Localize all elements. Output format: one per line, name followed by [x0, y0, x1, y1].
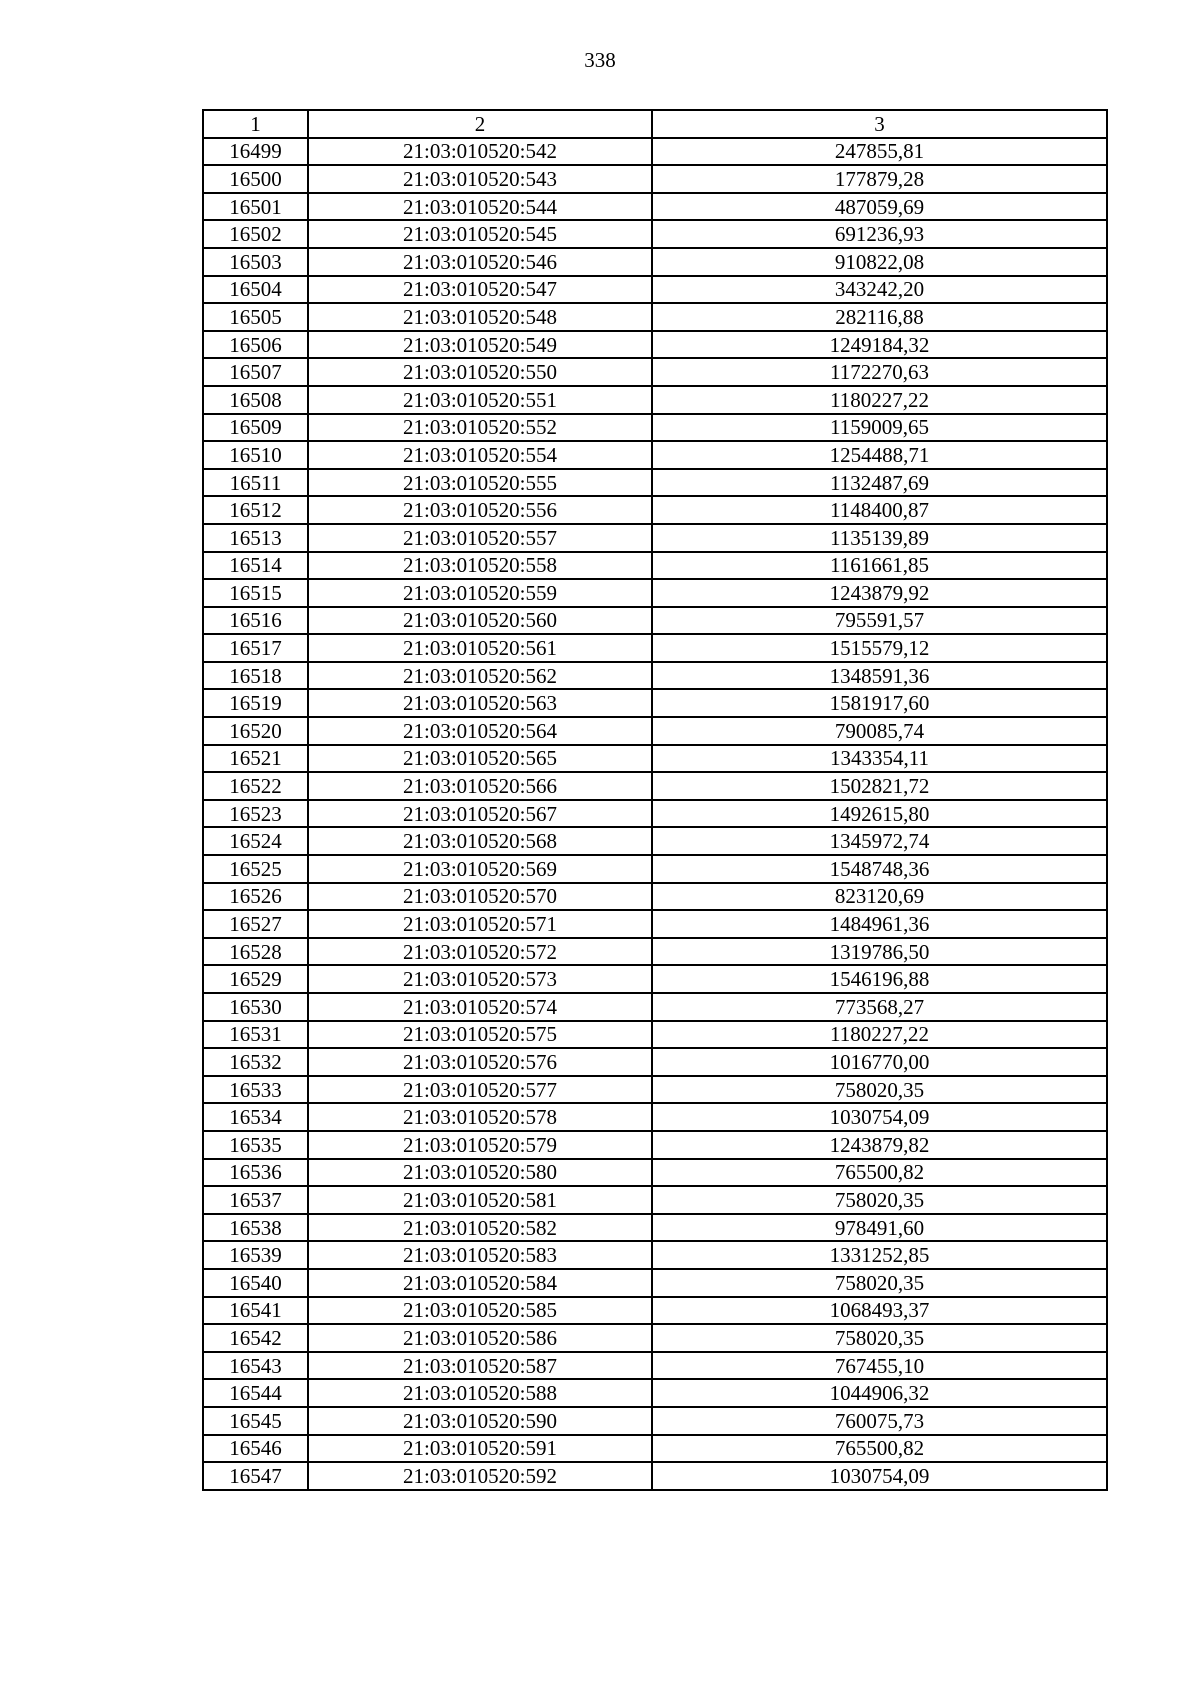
- table-row: [203, 496, 1107, 524]
- cadastral-number-cell: 21:03:010520:560: [308, 607, 652, 635]
- cadastral-number-cell: 21:03:010520:554: [308, 441, 652, 469]
- row-number-cell: 16524: [203, 827, 308, 855]
- cadastral-number-cell: 21:03:010520:546: [308, 248, 652, 276]
- cadastral-number-cell: 21:03:010520:558: [308, 552, 652, 580]
- table-row: [203, 193, 1107, 221]
- row-number-cell: 16533: [203, 1076, 308, 1104]
- table-row: [203, 965, 1107, 993]
- cadastral-value-cell: 1180227,22: [652, 1021, 1107, 1049]
- cadastral-value-cell: 765500,82: [652, 1435, 1107, 1463]
- table-row: [203, 1435, 1107, 1463]
- column-header-1: 1: [203, 110, 308, 138]
- row-number-cell: 16501: [203, 193, 308, 221]
- table-row: [203, 1186, 1107, 1214]
- table-row: [203, 1021, 1107, 1049]
- table-row: [203, 1103, 1107, 1131]
- cadastral-number-cell: 21:03:010520:580: [308, 1159, 652, 1187]
- cadastral-value-table: [202, 109, 1108, 1491]
- table-row: [203, 1241, 1107, 1269]
- row-number-cell: 16500: [203, 165, 308, 193]
- row-number-cell: 16523: [203, 800, 308, 828]
- cadastral-value-cell: 1044906,32: [652, 1379, 1107, 1407]
- row-number-cell: 16507: [203, 358, 308, 386]
- row-number-cell: 16513: [203, 524, 308, 552]
- table-row: [203, 800, 1107, 828]
- cadastral-value-cell: 177879,28: [652, 165, 1107, 193]
- table-row: [203, 827, 1107, 855]
- cadastral-value-cell: 910822,08: [652, 248, 1107, 276]
- cadastral-value-cell: 1172270,63: [652, 358, 1107, 386]
- row-number-cell: 16542: [203, 1324, 308, 1352]
- cadastral-number-cell: 21:03:010520:545: [308, 220, 652, 248]
- row-number-cell: 16543: [203, 1352, 308, 1380]
- row-number-cell: 16540: [203, 1269, 308, 1297]
- cadastral-number-cell: 21:03:010520:550: [308, 358, 652, 386]
- table-row: [203, 220, 1107, 248]
- cadastral-number-cell: 21:03:010520:571: [308, 910, 652, 938]
- cadastral-number-cell: 21:03:010520:586: [308, 1324, 652, 1352]
- cadastral-value-cell: 1135139,89: [652, 524, 1107, 552]
- table-row: [203, 414, 1107, 442]
- cadastral-value-cell: 1159009,65: [652, 414, 1107, 442]
- row-number-cell: 16547: [203, 1462, 308, 1490]
- cadastral-value-cell: 823120,69: [652, 883, 1107, 911]
- cadastral-number-cell: 21:03:010520:543: [308, 165, 652, 193]
- cadastral-number-cell: 21:03:010520:573: [308, 965, 652, 993]
- cadastral-value-cell: 487059,69: [652, 193, 1107, 221]
- cadastral-number-cell: 21:03:010520:581: [308, 1186, 652, 1214]
- cadastral-number-cell: 21:03:010520:557: [308, 524, 652, 552]
- table-row: [203, 855, 1107, 883]
- row-number-cell: 16519: [203, 689, 308, 717]
- table-row: [203, 276, 1107, 304]
- table-row: [203, 441, 1107, 469]
- cadastral-value-cell: 1132487,69: [652, 469, 1107, 497]
- table-row: [203, 1076, 1107, 1104]
- table-row: [203, 1462, 1107, 1490]
- row-number-cell: 16530: [203, 993, 308, 1021]
- cadastral-value-cell: 765500,82: [652, 1159, 1107, 1187]
- table-row: [203, 717, 1107, 745]
- cadastral-value-cell: 1243879,92: [652, 579, 1107, 607]
- cadastral-number-cell: 21:03:010520:569: [308, 855, 652, 883]
- table-row: [203, 993, 1107, 1021]
- cadastral-number-cell: 21:03:010520:544: [308, 193, 652, 221]
- row-number-cell: 16525: [203, 855, 308, 883]
- cadastral-number-cell: 21:03:010520:590: [308, 1407, 652, 1435]
- cadastral-value-cell: 1343354,11: [652, 745, 1107, 773]
- table-row: [203, 1352, 1107, 1380]
- cadastral-number-cell: 21:03:010520:572: [308, 938, 652, 966]
- cadastral-value-cell: 247855,81: [652, 138, 1107, 166]
- cadastral-number-cell: 21:03:010520:564: [308, 717, 652, 745]
- table-row: [203, 138, 1107, 166]
- cadastral-value-cell: 1030754,09: [652, 1462, 1107, 1490]
- cadastral-number-cell: 21:03:010520:587: [308, 1352, 652, 1380]
- cadastral-value-cell: 1548748,36: [652, 855, 1107, 883]
- row-number-cell: 16508: [203, 386, 308, 414]
- cadastral-value-cell: 978491,60: [652, 1214, 1107, 1242]
- table-row: [203, 552, 1107, 580]
- row-number-cell: 16535: [203, 1131, 308, 1159]
- cadastral-value-cell: 1180227,22: [652, 386, 1107, 414]
- cadastral-number-cell: 21:03:010520:548: [308, 303, 652, 331]
- table-row: [203, 745, 1107, 773]
- cadastral-number-cell: 21:03:010520:562: [308, 662, 652, 690]
- cadastral-number-cell: 21:03:010520:547: [308, 276, 652, 304]
- table-body: [203, 138, 1107, 1490]
- row-number-cell: 16537: [203, 1186, 308, 1214]
- cadastral-value-cell: 343242,20: [652, 276, 1107, 304]
- row-number-cell: 16528: [203, 938, 308, 966]
- table-row: [203, 1324, 1107, 1352]
- cadastral-value-cell: 1030754,09: [652, 1103, 1107, 1131]
- cadastral-value-cell: 1348591,36: [652, 662, 1107, 690]
- cadastral-value-cell: 1319786,50: [652, 938, 1107, 966]
- row-number-cell: 16503: [203, 248, 308, 276]
- cadastral-number-cell: 21:03:010520:578: [308, 1103, 652, 1131]
- cadastral-value-cell: 1502821,72: [652, 772, 1107, 800]
- cadastral-value-cell: 1546196,88: [652, 965, 1107, 993]
- cadastral-value-cell: 758020,35: [652, 1186, 1107, 1214]
- table-row: [203, 1048, 1107, 1076]
- cadastral-value-cell: 1161661,85: [652, 552, 1107, 580]
- cadastral-value-cell: 758020,35: [652, 1076, 1107, 1104]
- table-row: [203, 938, 1107, 966]
- cadastral-value-cell: 760075,73: [652, 1407, 1107, 1435]
- cadastral-number-cell: 21:03:010520:556: [308, 496, 652, 524]
- cadastral-value-cell: 1484961,36: [652, 910, 1107, 938]
- cadastral-value-cell: 773568,27: [652, 993, 1107, 1021]
- row-number-cell: 16518: [203, 662, 308, 690]
- table-row: [203, 1379, 1107, 1407]
- cadastral-number-cell: 21:03:010520:591: [308, 1435, 652, 1463]
- cadastral-number-cell: 21:03:010520:577: [308, 1076, 652, 1104]
- table-row: [203, 524, 1107, 552]
- column-header-2: 2: [308, 110, 652, 138]
- row-number-cell: 16539: [203, 1241, 308, 1269]
- cadastral-value-cell: 1148400,87: [652, 496, 1107, 524]
- cadastral-value-cell: 691236,93: [652, 220, 1107, 248]
- table-row: [203, 1407, 1107, 1435]
- cadastral-number-cell: 21:03:010520:576: [308, 1048, 652, 1076]
- cadastral-number-cell: 21:03:010520:565: [308, 745, 652, 773]
- cadastral-number-cell: 21:03:010520:579: [308, 1131, 652, 1159]
- table-row: [203, 386, 1107, 414]
- table-header-row: [203, 110, 1107, 138]
- cadastral-value-cell: 1243879,82: [652, 1131, 1107, 1159]
- row-number-cell: 16546: [203, 1435, 308, 1463]
- cadastral-value-cell: 1068493,37: [652, 1297, 1107, 1325]
- cadastral-number-cell: 21:03:010520:567: [308, 800, 652, 828]
- row-number-cell: 16521: [203, 745, 308, 773]
- cadastral-value-cell: 1249184,32: [652, 331, 1107, 359]
- table-row: [203, 1159, 1107, 1187]
- cadastral-number-cell: 21:03:010520:542: [308, 138, 652, 166]
- page-number: 338: [584, 48, 616, 72]
- cadastral-number-cell: 21:03:010520:584: [308, 1269, 652, 1297]
- row-number-cell: 16527: [203, 910, 308, 938]
- row-number-cell: 16522: [203, 772, 308, 800]
- row-number-cell: 16517: [203, 634, 308, 662]
- row-number-cell: 16509: [203, 414, 308, 442]
- cadastral-value-cell: 795591,57: [652, 607, 1107, 635]
- cadastral-number-cell: 21:03:010520:574: [308, 993, 652, 1021]
- cadastral-number-cell: 21:03:010520:575: [308, 1021, 652, 1049]
- cadastral-number-cell: 21:03:010520:585: [308, 1297, 652, 1325]
- row-number-cell: 16520: [203, 717, 308, 745]
- table-row: [203, 1131, 1107, 1159]
- cadastral-number-cell: 21:03:010520:552: [308, 414, 652, 442]
- cadastral-number-cell: 21:03:010520:549: [308, 331, 652, 359]
- cadastral-number-cell: 21:03:010520:570: [308, 883, 652, 911]
- table-row: [203, 883, 1107, 911]
- table-row: [203, 634, 1107, 662]
- cadastral-value-cell: 1581917,60: [652, 689, 1107, 717]
- cadastral-number-cell: 21:03:010520:555: [308, 469, 652, 497]
- cadastral-value-cell: 767455,10: [652, 1352, 1107, 1380]
- row-number-cell: 16529: [203, 965, 308, 993]
- table-row: [203, 579, 1107, 607]
- row-number-cell: 16505: [203, 303, 308, 331]
- table-row: [203, 1269, 1107, 1297]
- row-number-cell: 16499: [203, 138, 308, 166]
- cadastral-value-cell: 1254488,71: [652, 441, 1107, 469]
- table-row: [203, 772, 1107, 800]
- row-number-cell: 16536: [203, 1159, 308, 1187]
- row-number-cell: 16504: [203, 276, 308, 304]
- cadastral-number-cell: 21:03:010520:551: [308, 386, 652, 414]
- table-row: [203, 1297, 1107, 1325]
- row-number-cell: 16541: [203, 1297, 308, 1325]
- table-row: [203, 303, 1107, 331]
- cadastral-number-cell: 21:03:010520:588: [308, 1379, 652, 1407]
- cadastral-value-cell: 758020,35: [652, 1269, 1107, 1297]
- row-number-cell: 16516: [203, 607, 308, 635]
- cadastral-value-cell: 1016770,00: [652, 1048, 1107, 1076]
- cadastral-value-cell: 1515579,12: [652, 634, 1107, 662]
- cadastral-value-cell: 1345972,74: [652, 827, 1107, 855]
- table-row: [203, 662, 1107, 690]
- table-row: [203, 1214, 1107, 1242]
- row-number-cell: 16510: [203, 441, 308, 469]
- table-row: [203, 165, 1107, 193]
- cadastral-number-cell: 21:03:010520:568: [308, 827, 652, 855]
- cadastral-number-cell: 21:03:010520:561: [308, 634, 652, 662]
- cadastral-number-cell: 21:03:010520:583: [308, 1241, 652, 1269]
- cadastral-number-cell: 21:03:010520:563: [308, 689, 652, 717]
- row-number-cell: 16514: [203, 552, 308, 580]
- row-number-cell: 16532: [203, 1048, 308, 1076]
- table-row: [203, 910, 1107, 938]
- row-number-cell: 16502: [203, 220, 308, 248]
- table-row: [203, 689, 1107, 717]
- cadastral-number-cell: 21:03:010520:566: [308, 772, 652, 800]
- cadastral-number-cell: 21:03:010520:559: [308, 579, 652, 607]
- table-row: [203, 607, 1107, 635]
- row-number-cell: 16512: [203, 496, 308, 524]
- row-number-cell: 16515: [203, 579, 308, 607]
- row-number-cell: 16544: [203, 1379, 308, 1407]
- table-row: [203, 248, 1107, 276]
- cadastral-value-cell: 1492615,80: [652, 800, 1107, 828]
- row-number-cell: 16545: [203, 1407, 308, 1435]
- row-number-cell: 16511: [203, 469, 308, 497]
- cadastral-value-cell: 282116,88: [652, 303, 1107, 331]
- table-row: [203, 358, 1107, 386]
- row-number-cell: 16538: [203, 1214, 308, 1242]
- cadastral-value-cell: 1331252,85: [652, 1241, 1107, 1269]
- row-number-cell: 16506: [203, 331, 308, 359]
- column-header-3: 3: [652, 110, 1107, 138]
- row-number-cell: 16534: [203, 1103, 308, 1131]
- cadastral-number-cell: 21:03:010520:582: [308, 1214, 652, 1242]
- row-number-cell: 16531: [203, 1021, 308, 1049]
- row-number-cell: 16526: [203, 883, 308, 911]
- table-row: [203, 331, 1107, 359]
- table-row: [203, 469, 1107, 497]
- cadastral-number-cell: 21:03:010520:592: [308, 1462, 652, 1490]
- cadastral-value-cell: 790085,74: [652, 717, 1107, 745]
- cadastral-value-cell: 758020,35: [652, 1324, 1107, 1352]
